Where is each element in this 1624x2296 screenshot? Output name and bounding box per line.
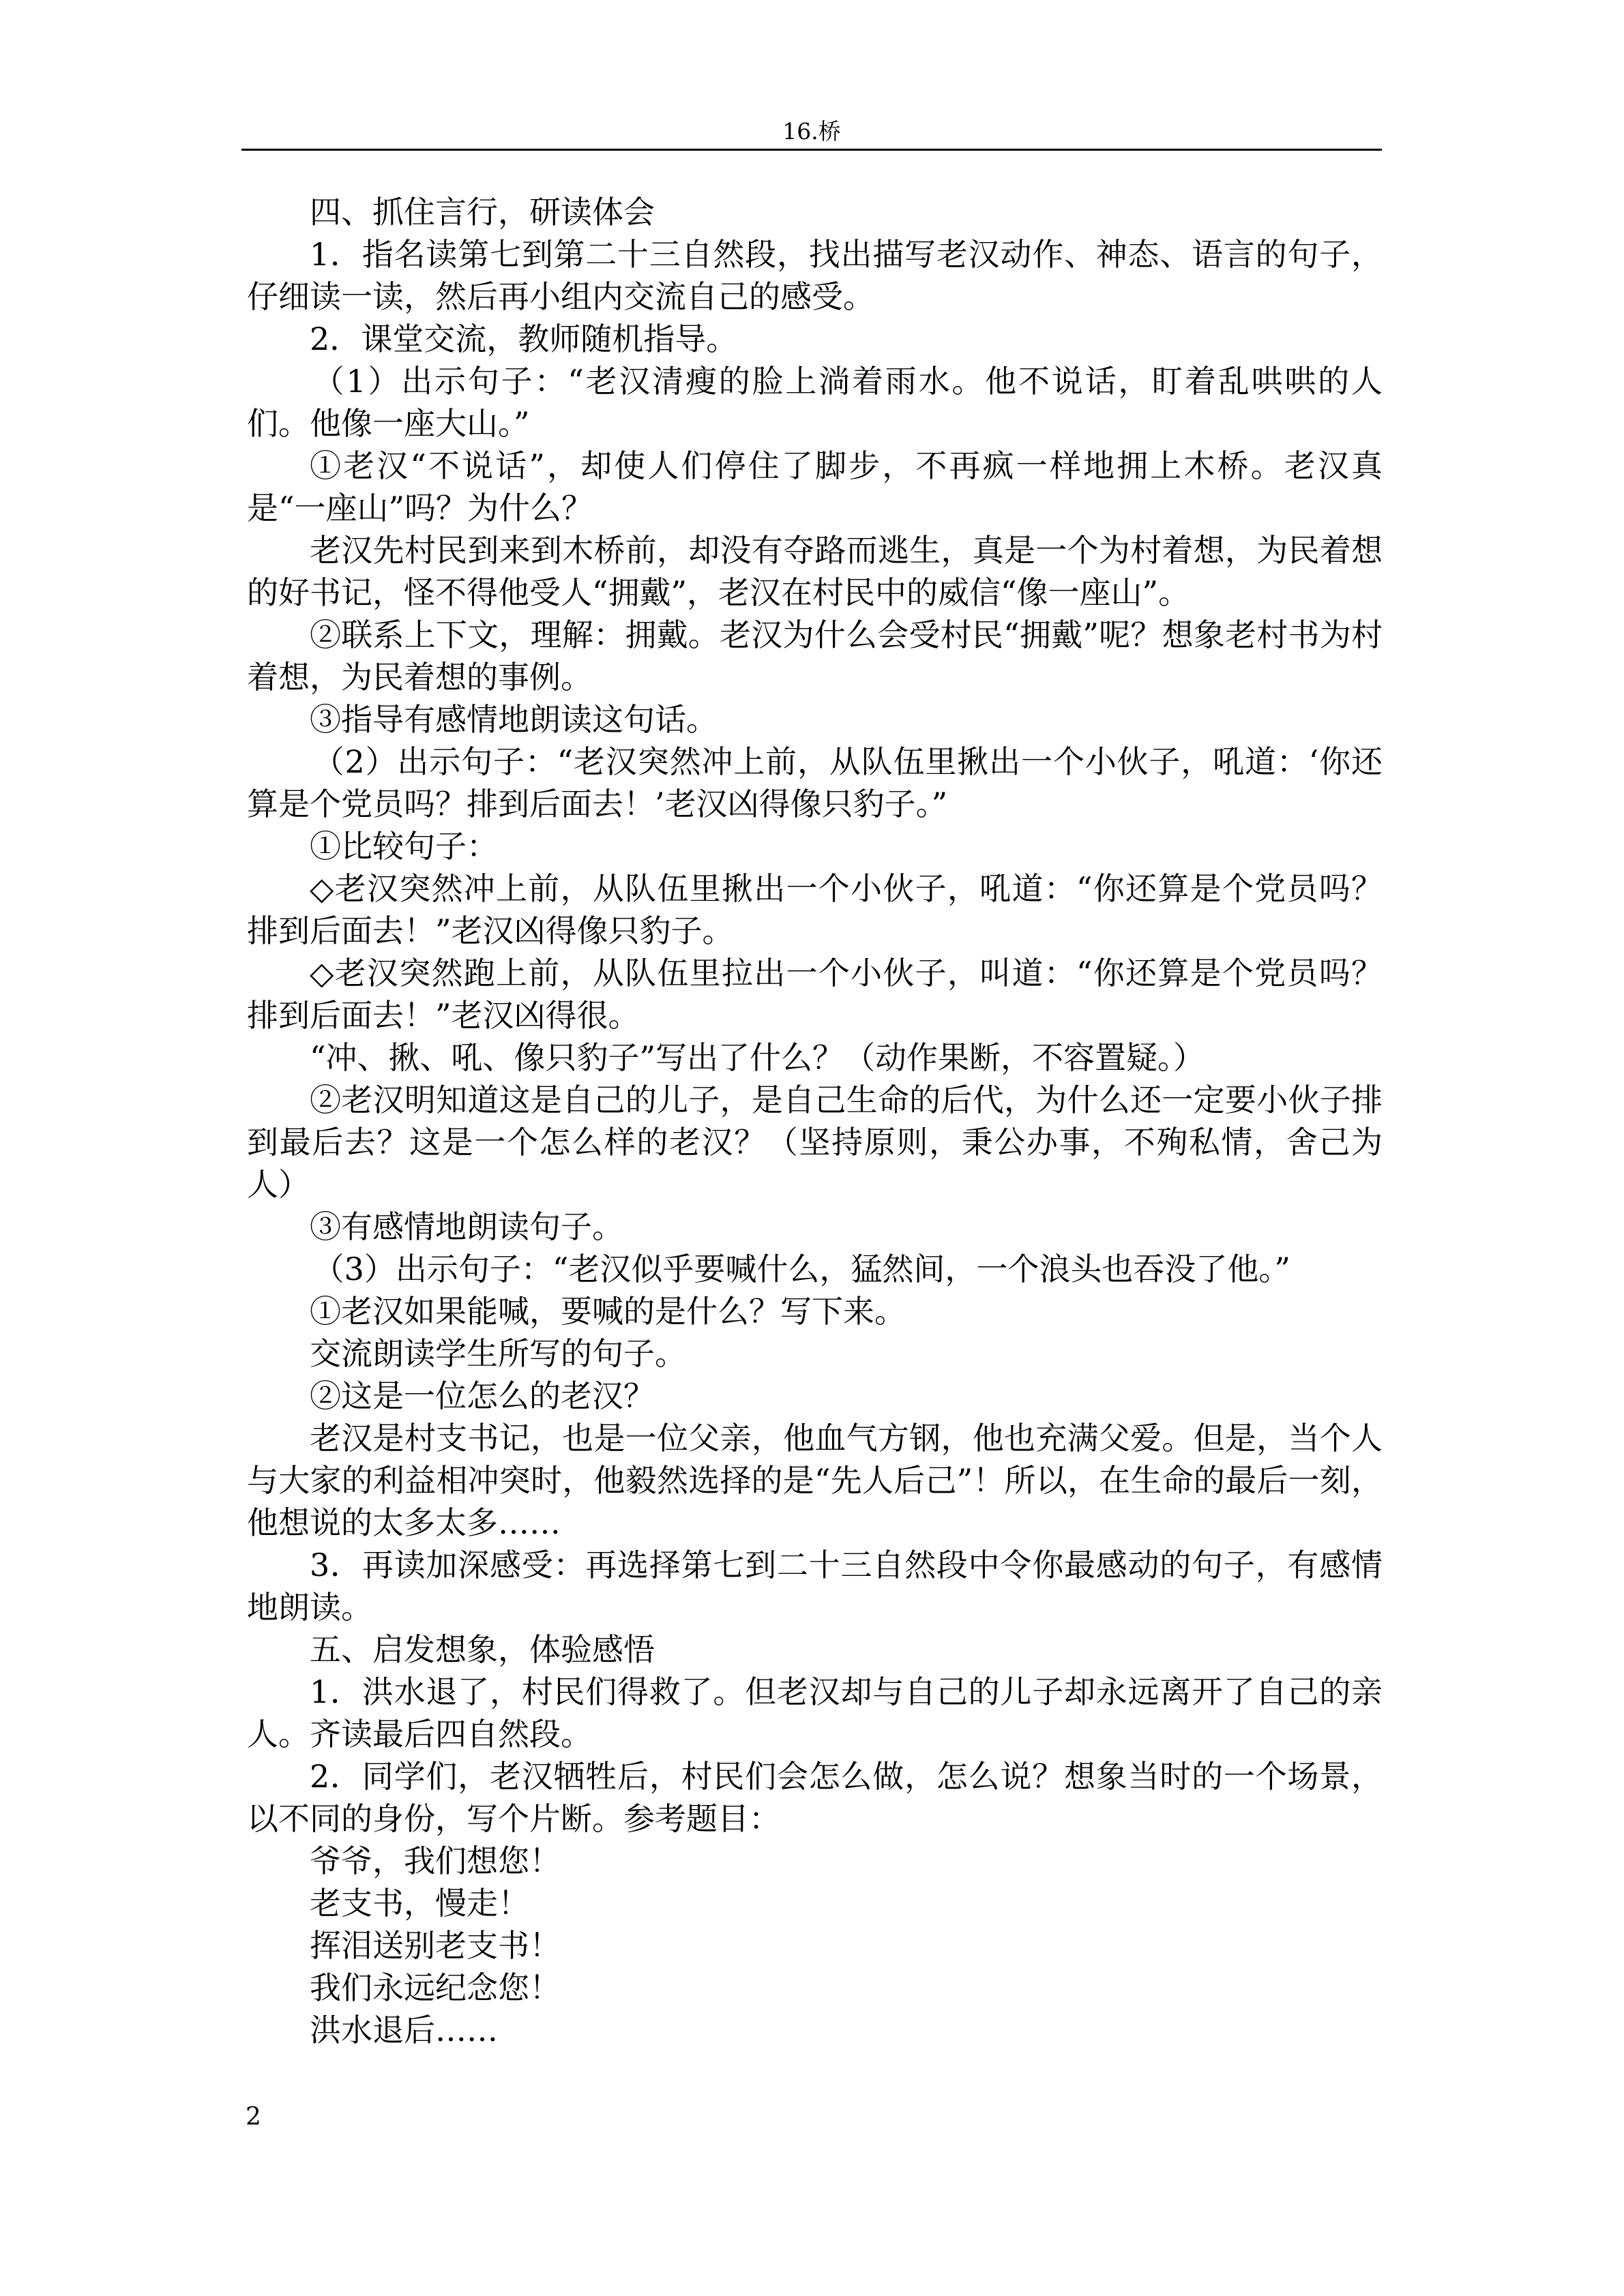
paragraph: ◇老汉突然冲上前，从队伍里揪出一个小伙子，吼道：“你还算是个党员吗？排到后面去！”老汉凶得像只豹子。 xyxy=(247,870,1383,949)
header-divider xyxy=(241,149,1382,151)
paragraph: ③有感情地朗读句子。 xyxy=(310,1208,623,1245)
topic-item: 爷爷，我们想您！ xyxy=(310,1843,561,1879)
paragraph: ①老汉如果能喊，要喊的是什么？写下来。 xyxy=(310,1293,906,1330)
paragraph: ②这是一位怎么的老汉？ xyxy=(310,1377,655,1414)
paragraph: 2．同学们，老汉牺牲后，村民们会怎么做，怎么说？想象当时的一个场景，以不同的身份，写个片断。参考题目： xyxy=(247,1758,1383,1837)
paragraph: 3．再读加深感受：再选择第七到二十三自然段中令你最感动的句子，有感情地朗读。 xyxy=(247,1547,1383,1626)
document-body xyxy=(247,191,1383,2051)
paragraph: 老汉先村民到来到木桥前，却没有夺路而逃生，真是一个为村着想，为民着想的好书记，怪不得他受人“拥戴”，老汉在村民中的威信“像一座山”。 xyxy=(247,532,1383,611)
paragraph: ②老汉明知道这是自己的儿子，是自己生命的后代，为什么还一定要小伙子排到最后去？这是一个怎么样的老汉？（坚持原则，秉公办事，不殉私情，舍己为人） xyxy=(247,1082,1383,1203)
paragraph: ③指导有感情地朗读这句话。 xyxy=(310,701,718,738)
section-heading-5: 五、启发想象，体验感悟 xyxy=(310,1631,655,1668)
section-heading-4: 四、抓住言行，研读体会 xyxy=(310,194,655,230)
paragraph: （1）出示句子：“老汉清瘦的脸上淌着雨水。他不说话，盯着乱哄哄的人们。他像一座大山。” xyxy=(247,363,1383,442)
topic-item: 老支书，慢走！ xyxy=(310,1885,529,1922)
paragraph: ①老汉“不说话”，却使人们停住了脚步，不再疯一样地拥上木桥。老汉真是“一座山”吗？为什么？ xyxy=(247,447,1383,526)
paragraph: 交流朗读学生所写的句子。 xyxy=(310,1335,686,1372)
topic-item: 洪水退后…… xyxy=(310,2012,498,2048)
paragraph: 1．洪水退了，村民们得救了。但老汉却与自己的儿子却永远离开了自己的亲人。齐读最后四自然段。 xyxy=(247,1673,1383,1753)
paragraph: ◇老汉突然跑上前，从队伍里拉出一个小伙子，叫道：“你还算是个党员吗？排到后面去！”老汉凶得很。 xyxy=(247,955,1383,1034)
paragraph: ①比较句子： xyxy=(310,828,498,865)
topic-item: 我们永远纪念您！ xyxy=(310,1969,561,2006)
paragraph: ②联系上下文，理解：拥戴。老汉为什么会受村民“拥戴”呢？想象老村书为村着想，为民着想的事例。 xyxy=(247,616,1383,696)
paragraph: （2）出示句子：“老汉突然冲上前，从队伍里揪出一个小伙子，吼道：‘你还算是个党员吗？排到后面去！’老汉凶得像只豹子。” xyxy=(247,743,1383,822)
page-number: 2 xyxy=(246,2103,261,2131)
paragraph: “冲、揪、吼、像只豹子”写出了什么？（动作果断，不容置疑。） xyxy=(310,1039,1205,1076)
paragraph: 1．指名读第七到第二十三自然段，找出描写老汉动作、神态、语言的句子，仔细读一读，然后再小组内交流自己的感受。 xyxy=(247,236,1383,315)
page-header-title: 16.桥 xyxy=(782,118,841,145)
topic-item: 挥泪送别老支书！ xyxy=(310,1927,561,1964)
paragraph: （3）出示句子：“老汉似乎要喊什么，猛然间，一个浪头也吞没了他。” xyxy=(312,1251,1290,1287)
paragraph: 老汉是村支书记，也是一位父亲，他血气方钢，他也充满父爱。但是，当个人与大家的利益相冲突时，他毅然选择的是“先人后己”！所以，在生命的最后一刻，他想说的太多太多…… xyxy=(247,1420,1383,1541)
paragraph: 2．课堂交流，教师随机指导。 xyxy=(310,320,738,357)
